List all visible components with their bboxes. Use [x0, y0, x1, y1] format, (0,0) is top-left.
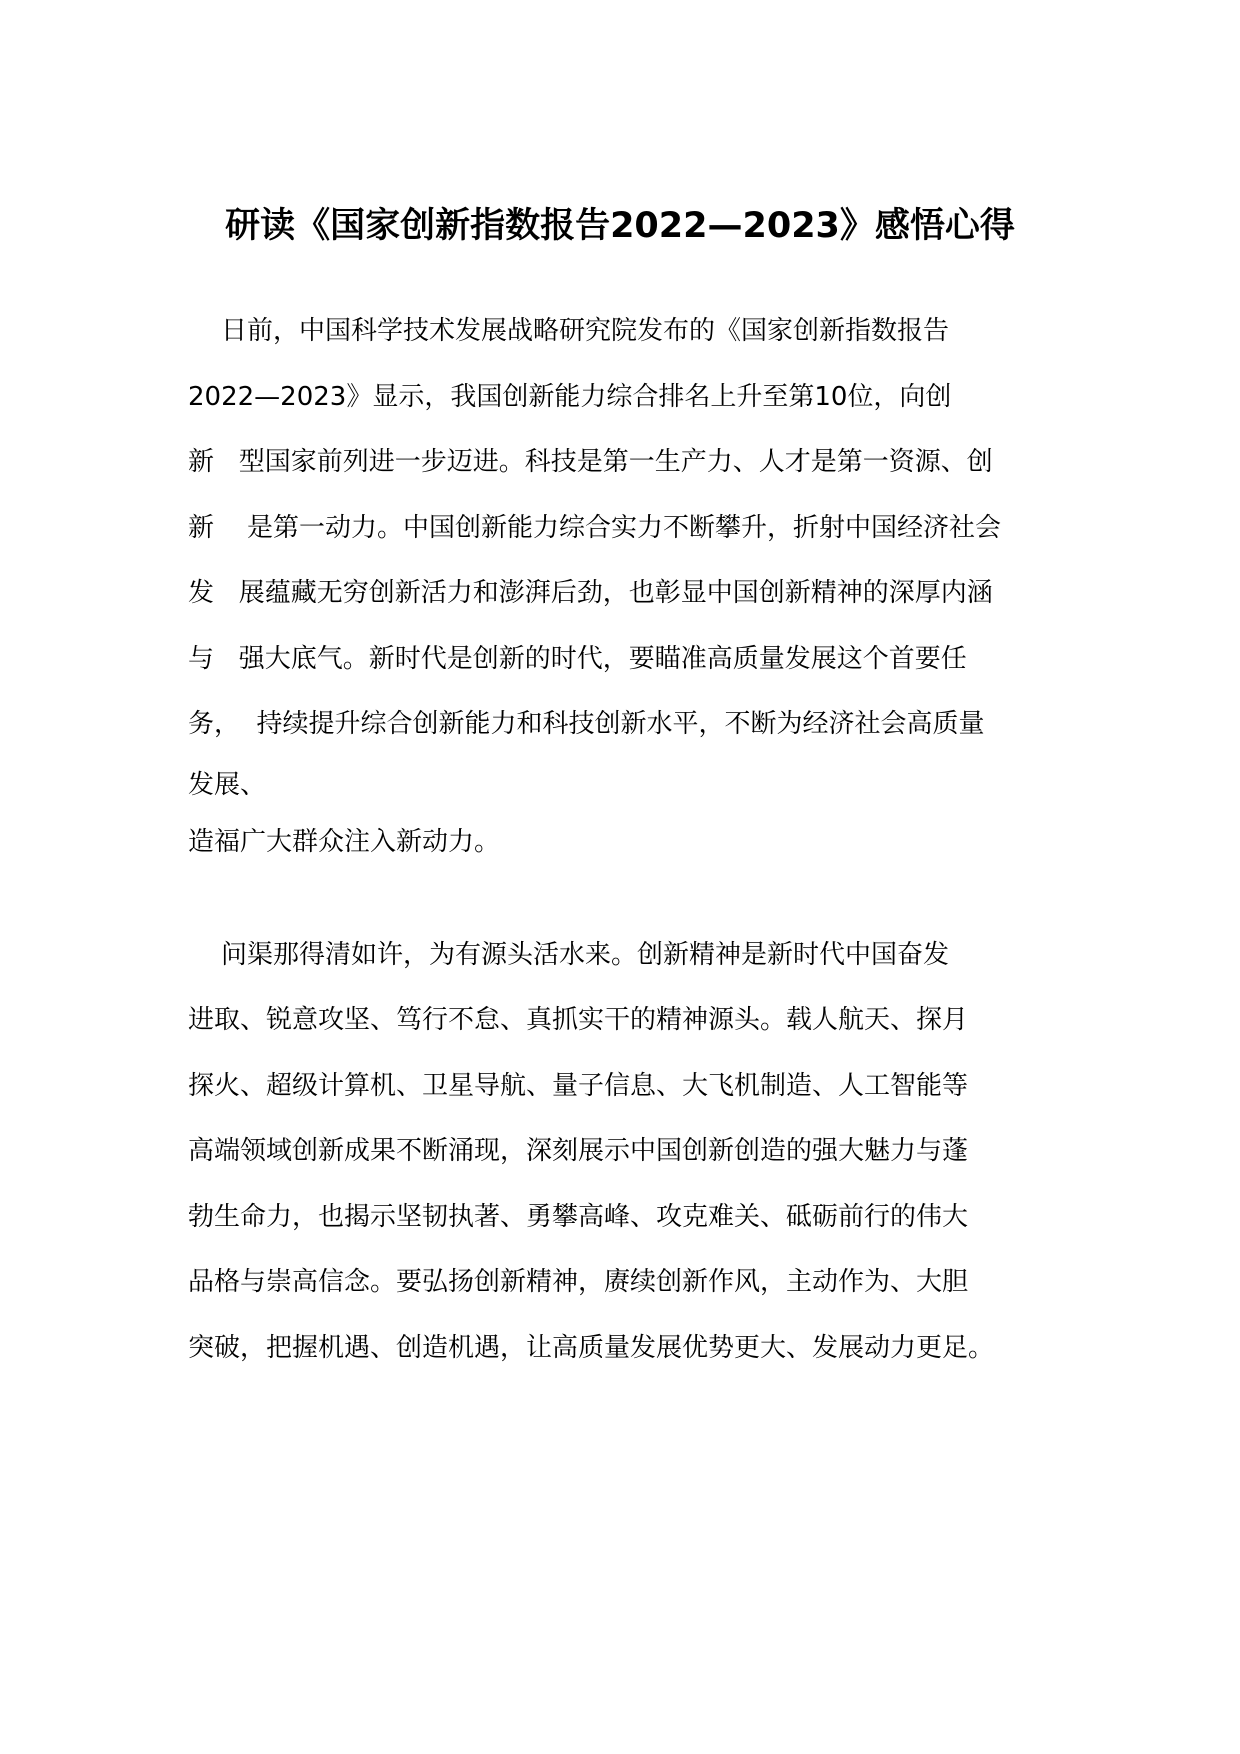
paragraph-line: 品格与崇高信念。要弘扬创新精神，赓续创新作风，主动作为、大胆	[188, 1267, 969, 1297]
paragraph-line: 与 强大底气。新时代是创新的时代，要瞄准高质量发展这个首要任	[188, 644, 967, 674]
paragraph-line: 造福广大群众注入新动力。	[188, 827, 501, 857]
paragraph-line: 突破，把握机遇、创造机遇，让高质量发展优势更大、发展动力更足。	[188, 1333, 995, 1363]
paragraph-line: 发 展蕴藏无穷创新活力和澎湃后劲，也彰显中国创新精神的深厚内涵	[188, 578, 993, 608]
paragraph-line: 2022—2023》显示，我国创新能力综合排名上升至第10位，向创	[188, 382, 952, 412]
paragraph-line: 发展、	[188, 770, 267, 800]
paragraph-line: 务， 持续提升综合创新能力和科技创新水平，不断为经济社会高质量	[188, 709, 985, 739]
paragraph-line: 勃生命力，也揭示坚韧执著、勇攀高峰、攻克难关、砥砺前行的伟大	[188, 1202, 969, 1232]
paragraph-line: 进取、锐意攻坚、笃行不怠、真抓实干的精神源头。载人航天、探月	[188, 1005, 969, 1035]
paragraph-line: 问渠那得清如许，为有源头活水来。创新精神是新时代中国奋发	[188, 940, 950, 970]
paragraph-line: 日前，中国科学技术发展战略研究院发布的《国家创新指数报告	[188, 316, 950, 346]
paragraph-line: 探火、超级计算机、卫星导航、量子信息、大飞机制造、人工智能等	[188, 1071, 969, 1101]
paragraph-line: 高端领域创新成果不断涌现，深刻展示中国创新创造的强大魅力与蓬	[188, 1136, 969, 1166]
document-title: 研读《国家创新指数报告2022—2023》感悟心得	[225, 206, 1015, 246]
paragraph-line: 新 型国家前列进一步迈进。科技是第一生产力、人才是第一资源、创	[188, 447, 993, 477]
paragraph-line: 新 是第一动力。中国创新能力综合实力不断攀升，折射中国经济社会	[188, 513, 1002, 543]
